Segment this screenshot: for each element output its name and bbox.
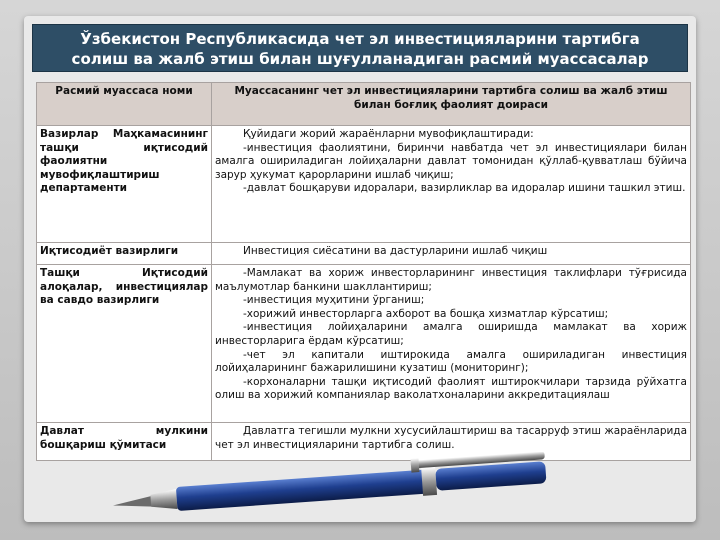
activity-line: -Мамлакат ва хориж инвесторларининг инвестиция таклифлари тўғрисида маълумотлар банкини шакллантириш; (215, 267, 687, 293)
institutions-table (36, 82, 691, 461)
title-line-2: солиш ва жалб этиш билан шуғулланадиган расмий муассасалар (71, 50, 649, 68)
activity-cell (212, 243, 691, 265)
slide-title (32, 24, 688, 72)
activity-line: -хорижий инвесторларга ахборот ва бошқа хизматлар кўрсатиш; (243, 307, 609, 320)
activity-line: -давлат бошқаруви идоралари, вазирликлар ва идоралар ишини ташкил этиш. (243, 182, 686, 195)
table-header-row (37, 83, 691, 126)
table-row (37, 243, 691, 265)
activity-line: -чет эл капитали иштирокида амалга ошириладиган инвестиция лойиҳаларининг бажарилишини кузатиш (мониторинг); (215, 348, 687, 375)
institution-name: Вазирлар Маҳкамасининг ташқи иқтисодий фаолиятни мувофиқлаштириш департаменти (37, 126, 212, 243)
header-institution-name: Расмий муассаса номи (37, 83, 212, 126)
institution-name: Иқтисодиёт вазирлиги (37, 243, 212, 265)
pen-image (112, 452, 556, 514)
activity-line: -инвестиция фаолиятини, биринчи навбатда чет эл инвестициялари билан амалга ошириладиган лойиҳаларни давлат томонидан қўллаб-қувватлаш бўйича зарур ҳукумат қарорларини ишлаб чиқиш; (215, 141, 687, 181)
activity-line: -корхоналарни ташқи иқтисодий фаолият иштирокчилари тарзида рўйхатга олиш ва хорижий компаниялар ваколатхоналарини аккредитациялаш (215, 375, 687, 402)
institution-name: Давлат мулкини бошқариш қўмитаси (37, 423, 212, 461)
header-activity-scope: Муассасанинг чет эл инвестицияларини тартибга солиш ва жалб этиш билан боғлиқ фаолият доираси (212, 83, 691, 126)
title-line-1: Ўзбекистон Республикасида чет эл инвестицияларини тартибга (80, 30, 640, 48)
activity-line: Қуйидаги жорий жараёнларни мувофиқлаштиради: (243, 128, 534, 140)
activity-line: Давлатга тегишли мулкни хусусийлаштириш ва тасарруф этиш жараёнларида чет эл инвестицияларини тартибга солиш. (215, 425, 687, 451)
activity-cell (212, 126, 691, 243)
activity-line: -инвестиция муҳитини ўрганиш; (243, 294, 425, 307)
institution-name: Ташқи Иқтисодий алоқалар, инвестициялар ва савдо вазирлиги (37, 265, 212, 423)
activity-line: -инвестиция лойиҳаларини амалга оширишда мамлакат ва хориж инвесторларига ёрдам кўрсатиш; (215, 321, 687, 347)
table-row (37, 265, 691, 423)
activity-cell (212, 265, 691, 423)
table-row (37, 126, 691, 243)
activity-line: Инвестиция сиёсатини ва дастурларини ишлаб чиқиш (243, 245, 548, 257)
